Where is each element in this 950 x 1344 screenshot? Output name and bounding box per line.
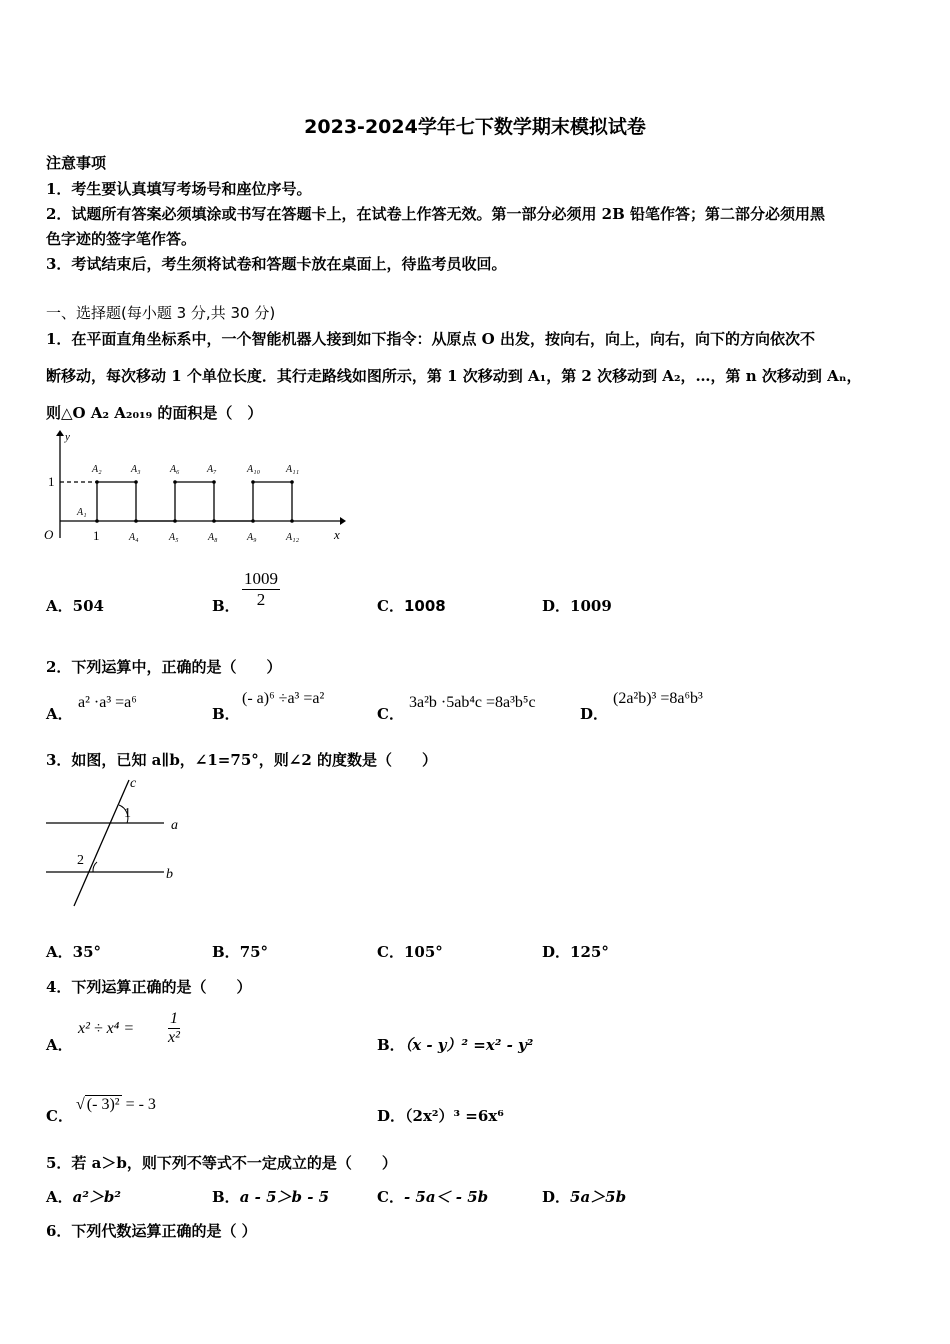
option-value: 504 [72, 597, 104, 615]
fraction-numerator: 1009 [244, 569, 278, 588]
option-letter: D． [377, 1107, 406, 1125]
q3-parallel-lines-figure [40, 772, 190, 912]
q1-stem-line: 则△O A₂ A₂₀₁₉ 的面积是（ ） [46, 404, 263, 422]
option-expr: 5a＞5b [570, 1188, 627, 1206]
section-heading: 一、选择题(每小题 3 分,共 30 分) [46, 304, 276, 322]
option-letter: D． [542, 1188, 571, 1206]
q2-option-c-expr: 3a²b ·5ab⁴c =8a³b⁵c [409, 694, 536, 711]
q2-option-d-label[interactable]: D． [580, 705, 609, 723]
q4-stem: 4．下列运算正确的是（ ） [46, 978, 252, 996]
option-letter: C． [377, 1188, 404, 1206]
option-expr: a²＞b² [72, 1188, 121, 1206]
option-expr: （x - y）² =x² - y² [404, 1036, 534, 1054]
option-value: 125° [570, 943, 609, 961]
axis-label-y: y [65, 431, 70, 443]
option-letter: C． [377, 597, 404, 615]
q3-option-a[interactable] [46, 941, 101, 962]
notice-item: 1．考生要认真填写考场号和座位序号。 [46, 180, 312, 198]
angle-label-1: 1 [124, 806, 131, 821]
notice-item: 2．试题所有答案必须填涂或书写在答题卡上，在试卷上作答无效。第一部分必须用 2B 铅笔作答；第二部分必须用黑 [46, 205, 826, 223]
point-label: A₂ [92, 464, 102, 475]
point-label: A₃ [131, 464, 141, 475]
option-letter: A． [46, 597, 73, 615]
q2-option-b-label[interactable]: B． [212, 705, 240, 723]
q4-option-a-label[interactable]: A． [46, 1036, 73, 1054]
axis-label-x: x [334, 527, 340, 542]
q2-option-c-label[interactable]: C． [377, 705, 404, 723]
q3-option-b[interactable] [212, 941, 268, 962]
q2-option-b-expr: (- a)⁶ ÷a³ =a² [242, 690, 325, 707]
q2-option-d-expr: (2a²b)³ =8a⁶b³ [613, 690, 703, 707]
fraction-denominator: 2 [256, 590, 266, 609]
option-value: 1009 [570, 597, 612, 615]
option-letter: D． [542, 943, 571, 961]
q5-option-d[interactable] [542, 1186, 626, 1207]
notice-item: 色字迹的签字笔作答。 [46, 230, 197, 248]
origin-label: O [44, 527, 54, 542]
option-letter: C． [377, 943, 404, 961]
q3-option-d[interactable] [542, 941, 609, 962]
q6-stem: 6．下列代数运算正确的是（ ） [46, 1222, 257, 1240]
q3-stem: 3．如图，已知 a∥b，∠1=75°，则∠2 的度数是（ ） [46, 751, 437, 769]
option-rhs: = - 3 [125, 1096, 156, 1113]
option-letter: B． [212, 943, 240, 961]
q4-option-a-fraction [168, 1010, 180, 1047]
q1-option-b-label[interactable]: B． [212, 597, 240, 615]
point-label: A₉ [247, 532, 257, 543]
tick-label-y1: 1 [48, 474, 55, 489]
q4-option-c-expr [76, 1096, 156, 1114]
point-label-a1: A₁ [77, 507, 87, 518]
point-label: A₆ [170, 464, 180, 475]
q1-option-a[interactable] [46, 595, 104, 616]
q4-option-c-label[interactable]: C． [46, 1107, 73, 1125]
point-label: A₈ [208, 532, 218, 543]
tick-label-x1: 1 [93, 528, 100, 543]
option-letter: A． [46, 943, 73, 961]
line-label-a: a [171, 818, 178, 833]
option-expr: a - 5＞b - 5 [239, 1188, 330, 1206]
line-label-b: b [166, 867, 173, 882]
q1-option-c[interactable] [377, 595, 446, 616]
angle-label-2: 2 [77, 853, 84, 868]
q5-stem: 5．若 a＞b，则下列不等式不一定成立的是（ ） [46, 1154, 397, 1172]
q1-coordinate-figure [40, 428, 360, 553]
option-letter: B． [377, 1036, 405, 1054]
q2-option-a-expr: a² ·a³ =a⁶ [78, 694, 137, 711]
option-letter: A． [46, 1188, 73, 1206]
option-value: 75° [239, 943, 269, 961]
fraction-numerator: 1 [170, 1010, 178, 1027]
sqrt-icon: √ [76, 1096, 85, 1113]
q5-option-a[interactable] [46, 1186, 121, 1207]
page-title: 2023-2024学年七下数学期末模拟试卷 [304, 116, 646, 138]
option-expr: - 5a＜ - 5b [403, 1188, 489, 1206]
point-label: A₄ [129, 532, 139, 543]
option-value: 1008 [403, 597, 446, 615]
point-label: A₁₁ [286, 464, 300, 475]
option-letter: D． [542, 597, 571, 615]
fraction-denominator: x² [168, 1029, 180, 1046]
q2-stem: 2．下列运算中，正确的是（ ） [46, 658, 282, 676]
radicand: (- 3)² [86, 1096, 120, 1113]
point-label: A₁₀ [247, 464, 261, 475]
q2-option-a-label[interactable]: A． [46, 705, 73, 723]
q5-option-c[interactable] [377, 1186, 488, 1207]
q3-option-c[interactable] [377, 941, 443, 962]
option-value: 35° [72, 943, 102, 961]
line-label-c: c [130, 776, 137, 791]
q4-option-b[interactable] [377, 1034, 533, 1055]
point-label: A₁₂ [286, 532, 300, 543]
point-label: A₅ [169, 532, 179, 543]
q1-option-b-fraction [242, 569, 280, 610]
q4-option-a-lhs: x² ÷ x⁴ = [78, 1020, 135, 1037]
q1-stem-line: 1．在平面直角坐标系中，一个智能机器人接到如下指令：从原点 O 出发，按向右，向上，向右，向下的方向依次不 [46, 330, 815, 348]
q5-option-b[interactable] [212, 1186, 329, 1207]
q1-stem-line: 断移动，每次移动 1 个单位长度．其行走路线如图所示，第 1 次移动到 A₁，第 2 次移动到 A₂，…，第 n 次移动到 Aₙ， [46, 367, 862, 385]
option-expr: （2x²）³ =6x⁶ [405, 1107, 504, 1125]
option-value: 105° [403, 943, 443, 961]
point-label: A₇ [207, 464, 217, 475]
option-letter: B． [212, 1188, 240, 1206]
notice-heading: 注意事项 [46, 154, 107, 172]
q4-option-d[interactable] [377, 1105, 504, 1126]
notice-item: 3．考试结束后，考生须将试卷和答题卡放在桌面上，待监考员收回。 [46, 255, 507, 273]
q1-option-d[interactable] [542, 595, 612, 616]
